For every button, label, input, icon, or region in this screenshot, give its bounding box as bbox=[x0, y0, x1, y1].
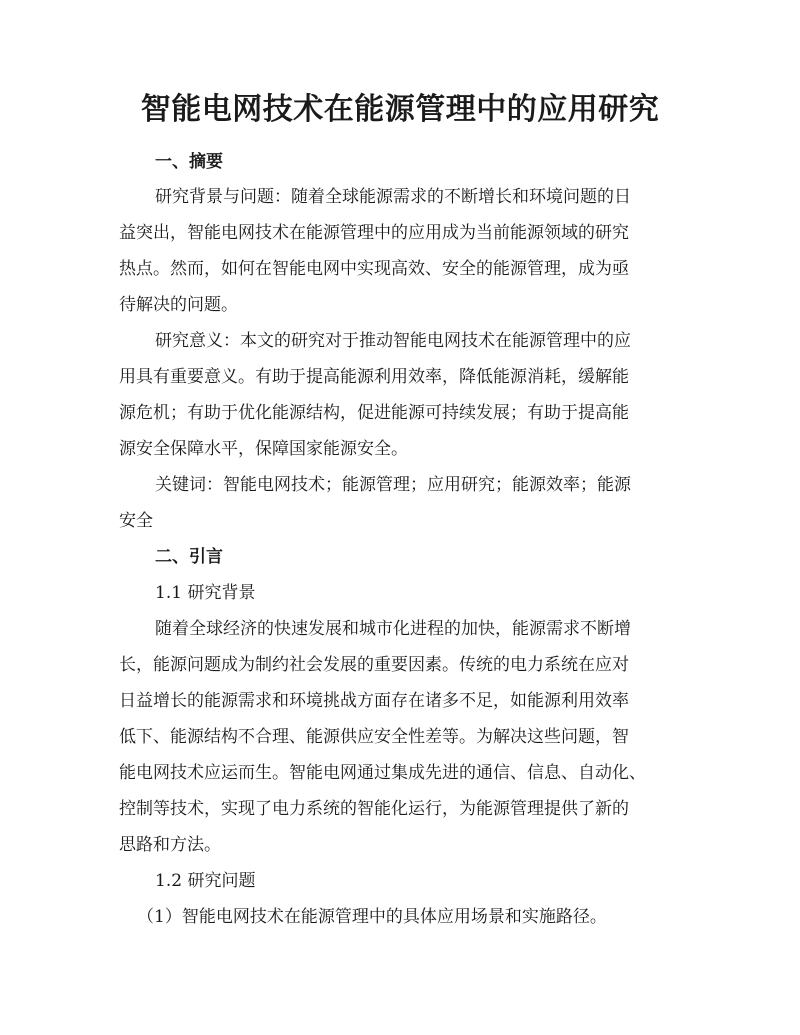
section-1-1-line-4: 低下、能源结构不合理、能源供应安全性差等。为解决这些问题，智 bbox=[119, 727, 629, 747]
document-title: 智能电网技术在能源管理中的应用研究 bbox=[140, 92, 660, 127]
background-line-3: 热点。然而，如何在智能电网中实现高效、安全的能源管理，成为亟 bbox=[119, 259, 629, 279]
section-1-2-heading: 1.2 研究问题 bbox=[155, 871, 256, 891]
significance-line-3: 源危机；有助于优化能源结构，促进能源可持续发展；有助于提高能 bbox=[119, 403, 629, 423]
section-1-1-line-6: 控制等技术，实现了电力系统的智能化运行，为能源管理提供了新的 bbox=[119, 799, 629, 819]
section-1-1-line-5: 能电网技术应运而生。智能电网通过集成先进的通信、信息、自动化、 bbox=[119, 763, 646, 783]
intro-heading: 二、引言 bbox=[155, 547, 223, 567]
significance-line-1: 研究意义：本文的研究对于推动智能电网技术在能源管理中的应 bbox=[155, 331, 631, 351]
section-1-2-item-1: （1）智能电网技术在能源管理中的具体应用场景和实施路径。 bbox=[137, 907, 607, 927]
significance-line-4: 源安全保障水平，保障国家能源安全。 bbox=[119, 439, 408, 459]
background-line-4: 待解决的问题。 bbox=[119, 295, 238, 315]
keywords-line-2: 安全 bbox=[119, 511, 153, 531]
background-line-1: 研究背景与问题：随着全球能源需求的不断增长和环境问题的日 bbox=[155, 187, 631, 207]
section-1-1-heading: 1.1 研究背景 bbox=[155, 583, 256, 603]
section-1-1-line-7: 思路和方法。 bbox=[119, 835, 221, 855]
background-line-2: 益突出，智能电网技术在能源管理中的应用成为当前能源领域的研究 bbox=[119, 223, 629, 243]
section-1-1-line-3: 日益增长的能源需求和环境挑战方面存在诸多不足，如能源利用效率 bbox=[119, 691, 629, 711]
significance-line-2: 用具有重要意义。有助于提高能源利用效率，降低能源消耗，缓解能 bbox=[119, 367, 629, 387]
section-1-1-line-2: 长，能源问题成为制约社会发展的重要因素。传统的电力系统在应对 bbox=[119, 655, 629, 675]
section-1-1-line-1: 随着全球经济的快速发展和城市化进程的加快，能源需求不断增 bbox=[155, 619, 631, 639]
abstract-heading: 一、摘要 bbox=[155, 152, 223, 172]
keywords-line-1: 关键词：智能电网技术；能源管理；应用研究；能源效率；能源 bbox=[155, 475, 631, 495]
